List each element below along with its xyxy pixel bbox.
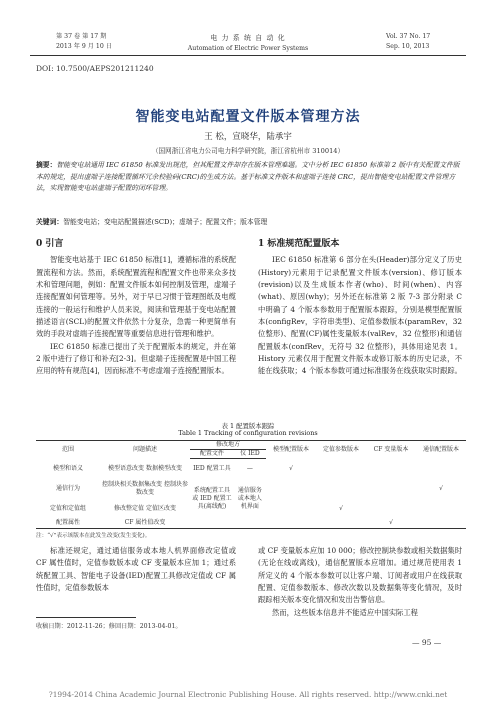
affiliation: （国网浙江省电力公司电力科学研究院，浙江省杭州市 310014） (151, 147, 345, 155)
volume-issue-cn: 第 37 卷 第 17 期 (56, 33, 107, 40)
header-rule (30, 55, 466, 56)
col-range: 范围 (36, 441, 100, 459)
row-model-desc: 模型语意改变 数据模型改变 (108, 464, 182, 472)
abstract-text: 智能变电站通用 IEC 61850 标准发出规范，但其配置文件却存在版本管理难题。文中分析 IEC 61850 标准第 2 版中有关配置文件版本的规定，提出虚端子连接配置循环冗余校验码(CRC)的生成方法。基于标准文件版本和虚端子连接 CRC，提出智能变电站配置文件管理方法，实现智能变电站虚端子配置的闭环管理。 (36, 161, 460, 193)
left-column-lower (36, 545, 236, 594)
row-online: 通信服务或本地人机界面 (237, 486, 262, 510)
keywords-text: 智能变电站；变电站配置描述(SCD)；虚端子；配置文件；版本管理 (63, 218, 268, 226)
journal-name-cn: 电 力 系 统 自 动 化 (210, 34, 286, 42)
row-setting-range: 定值和定值组 (49, 504, 86, 512)
row-cf-check: √ (366, 519, 416, 529)
col-comm-rev: 通信配置版本 (416, 441, 466, 459)
section-1-paragraph-3: 或 CF 变量版本应加 10 000；修改控制块参数或相关数据集时(无论在线或离线)，通信配置版本应增加。通过规范使用表 1 所定义的 4 个版本参数可以让客户端、订阅者或用户在线获取配置、定值参数版本、修改次数以及数据集等变化情况，及时跟踪相关版本变化情况和发出告警信息。 (258, 546, 462, 605)
row-model-check: √ (289, 464, 293, 472)
table-note: 注：“√”表示该版本在此发生改变(发生变化)。 (36, 533, 151, 539)
authors: 王 松，宣晓华，陆承宇 (204, 132, 292, 142)
page-number: — 95 — (412, 638, 442, 647)
abstract-label: 摘要： (36, 161, 57, 169)
section-0-paragraph-2: IEC 61850 标准已提出了关于配置版本的规定，并在第 2 版中进行了修订和补充[2-3]。但虚端子连接配置是中国工程应用的特有规范[4]，因而标准不考虑虚端子连接配置版本。 (36, 341, 236, 376)
volume-issue-en: Vol. 37 No. 17 (386, 33, 431, 40)
col-config-rev: 模型配置版本 (266, 441, 316, 459)
col-ied: 仪 IED (234, 450, 266, 459)
section-1-paragraph-1: IEC 61850 标准第 6 部分在头(Header)部分定义了历史(History)元素用于记录配置文件版本(version)、修订版本(revision)以及生成版本作者(who)、时间(when)、内容(what)、原因(why)；另外还在标准第 2 版 7-3 部分附录 C 中明确了 4 个版本参数用于配置版本跟踪，分别是模型配置版本(configRev，字符串类型)、定值参数版本(paramRev，32 位整形)、配置(CF)属性变量版本(valRev，32 位整形)和通信配置版本(confRev，无符号 32 位整形)，具体用途见表 1。History 元素仅用于配置文件版本或修订版本的历史记录，不能在线获取；4 个版本参数可通过标准服务在线获取实时跟踪。 (258, 255, 462, 376)
doi: DOI: 10.7500/AEPS201211240 (36, 64, 154, 73)
row-cf-range: 配置属性 (36, 519, 100, 529)
section-1-paragraph-2: 标准还规定，通过通信服务或本地人机界面修改定值或 CF 属性值时，定值参数版本或 CF 变量版本应加 1；通过系统配置工具、智能电子设备(IED)配置工具修改定值或 CF 属性值时，定值参数版本 (36, 546, 236, 593)
paper-title: 智能变电站配置文件版本管理方法 (135, 109, 361, 125)
date-en: Sep. 10, 2013 (386, 43, 430, 50)
journal-name-en: Automation of Electric Power Systems (187, 45, 309, 52)
section-1-title: 1 标准规范配置版本 (258, 239, 340, 249)
section-0-title: 0 引言 (36, 239, 64, 249)
keywords-label: 关键词： (36, 218, 64, 226)
left-column (36, 238, 236, 378)
col-description: 问题描述 (100, 441, 190, 459)
section-1-paragraph-4: 然而，这些版本信息并不能适应中国实际工程 (272, 607, 418, 617)
keywords (36, 217, 460, 228)
row-comm-desc: 控制块相关数据集改变 控制块参数改变 (102, 480, 188, 496)
config-version-table (36, 440, 466, 529)
row-setting-desc: 修改整定值 定值区改变 (114, 504, 176, 512)
row-setting-check: √ (339, 504, 343, 512)
section-0-paragraph-1: 智能变电站基于 IEC 61850 标准[1]，遵循标准的系统配置流程和方法。然而，系统配置流程和配置文件也带来众多技术和管理问题，例如：配置文件版本如何控制及管理，虚端子连接配置如何管理等。另外，对于早已习惯于管理图纸及电缆连接的一般运行和维护人员来说，阅读和管理基于变电站配置描述语言(SCL)的配置文件依然十分复杂，急需一种更简单有效的手段对虚端子连接配置等重要信息进行管理和维护。 (36, 255, 236, 339)
col-param-rev: 定值参数版本 (316, 441, 366, 459)
col-cf-rev: CF 变量版本 (366, 441, 416, 459)
row-model-tool: IED 配置工具 (193, 464, 231, 472)
received-date: 收稿日期：2012-11-26；修回日期：2013-04-01。 (36, 623, 182, 630)
row-comm-range: 通信行为 (55, 484, 80, 492)
right-column (258, 238, 462, 378)
col-config-file: 配置文件 (190, 450, 234, 459)
right-column-lower (258, 545, 462, 619)
footnote-rule (36, 617, 136, 618)
col-modify-place: 修改地方 (190, 441, 266, 450)
row-model-range: 模型和语义 (52, 464, 83, 472)
abstract (36, 160, 460, 195)
row-comm-check: √ (439, 484, 443, 492)
table-caption-en: Table 1 Tracking of configuration revisions (178, 429, 318, 437)
row-sys-tool: 系统配置工具或 IED 配置工具(离线配) (192, 486, 232, 510)
row-model-ied: — (246, 464, 253, 472)
date-cn: 2013 年 9 月 10 日 (56, 43, 112, 50)
table-caption-cn: 表 1 配置版本跟踪 (221, 422, 275, 430)
row-cf-desc: CF 属性值改变 (100, 519, 190, 529)
copyright-watermark: ?1994-2014 China Academic Journal Electronic Publishing House. All rights reserved. http://www.cnki.net (48, 690, 448, 699)
